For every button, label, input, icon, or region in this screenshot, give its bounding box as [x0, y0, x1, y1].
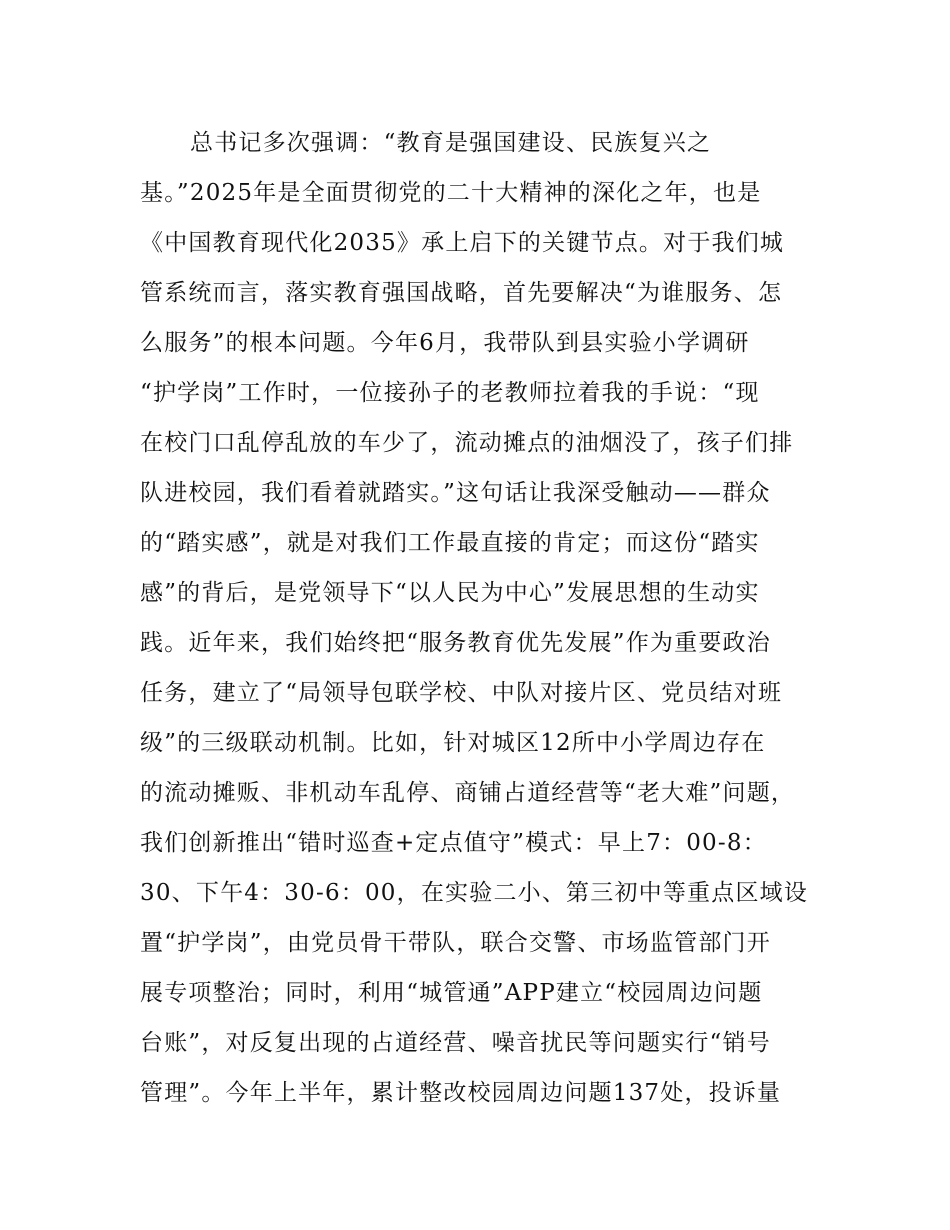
paragraph-line-13: 级”的三级联动机制。比如，针对城区12所中小学周边存在 [140, 730, 766, 756]
paragraph-line-6: “护学岗”工作时，一位接孙子的老教师拉着我的手说：“现 [140, 380, 760, 406]
paragraph-line-10: 感”的背后，是党领导下“以人民为中心”发展思想的生动实 [140, 580, 760, 606]
paragraph-line-2: 基。”2025年是全面贯彻党的二十大精神的深化之年，也是 [140, 180, 762, 206]
paragraph-line-7: 在校门口乱停乱放的车少了，流动摊点的油烟没了，孩子们排 [140, 430, 794, 456]
paragraph-line-4: 管系统而言，落实教育强国战略，首先要解决“为谁服务、怎 [140, 280, 783, 306]
paragraph-line-18: 展专项整治；同时，利用“城管通”APP建立“校园周边问题 [140, 980, 763, 1006]
paragraph-line-12: 任务，建立了“局领导包联学校、中队对接片区、党员结对班 [140, 680, 783, 706]
paragraph-line-8: 队进校园，我们看着就踏实。”这句话让我深受触动——群众 [140, 480, 771, 506]
paragraph-line-19: 台账”，对反复出现的占道经营、噪音扰民等问题实行“销号 [140, 1030, 771, 1056]
paragraph-line-5: 么服务”的根本问题。今年6月，我带队到县实验小学调研 [140, 330, 750, 356]
paragraph-line-17: 置“护学岗”，由党员骨干带队，联合交警、市场监管部门开 [140, 930, 771, 956]
paragraph-line-1: 总书记多次强调：“教育是强国建设、民族复兴之 [190, 130, 712, 156]
paragraph-line-3: 《中国教育现代化2035》承上启下的关键节点。对于我们城 [140, 230, 785, 256]
paragraph-line-11: 践。近年来，我们始终把“服务教育优先发展”作为重要政治 [140, 630, 771, 656]
paragraph-line-20: 管理”。今年上半年，累计整改校园周边问题137处，投诉量 [140, 1080, 782, 1106]
paragraph-line-9: 的“踏实感”，就是对我们工作最直接的肯定；而这份“踏实 [140, 530, 760, 556]
paragraph-line-15: 我们创新推出“错时巡查+定点值守”模式：早上7：00-8： [140, 830, 767, 856]
paragraph-line-16: 30、下午4：30-6：00，在实验二小、第三初中等重点区域设 [140, 880, 809, 906]
paragraph-line-14: 的流动摊贩、非机动车乱停、商铺占道经营等“老大难”问题， [140, 780, 796, 806]
